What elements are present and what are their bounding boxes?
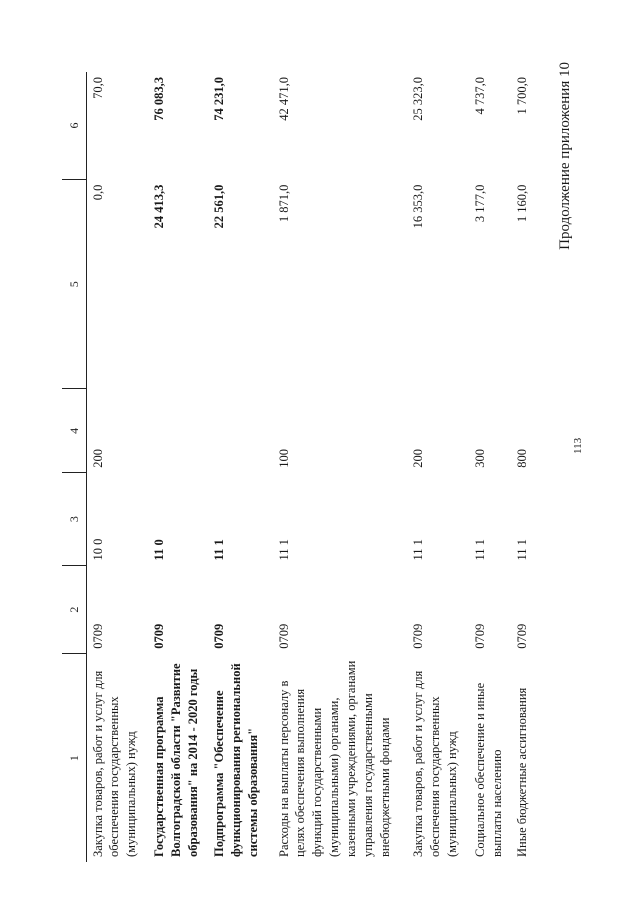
table-body xyxy=(86,72,540,862)
table-row xyxy=(273,72,408,862)
row-section: 0709 xyxy=(411,623,426,649)
row-amount-1: 24 413,3 xyxy=(152,184,167,229)
row-target: 11 0 xyxy=(152,539,167,561)
row-amount-2: 70,0 xyxy=(90,77,105,99)
row-amount-1: 3 177,0 xyxy=(473,184,488,223)
row-amount-1: 0,0 xyxy=(90,184,105,201)
header-col-4: 4 xyxy=(62,389,86,473)
row-expense-type xyxy=(148,389,208,473)
table-row xyxy=(511,72,540,862)
table-row xyxy=(148,72,208,862)
row-name: Подпрограмма "Обеспечение функционирования региональной системы образования" xyxy=(212,663,261,857)
table-row xyxy=(208,72,272,862)
table-row xyxy=(86,72,148,862)
row-section: 0709 xyxy=(473,623,488,649)
row-section: 0709 xyxy=(212,623,227,649)
row-amount-2: 25 323,0 xyxy=(411,77,426,121)
row-amount-1: 22 561,0 xyxy=(212,184,227,229)
table-row xyxy=(469,72,510,862)
table-header xyxy=(62,72,86,862)
row-expense-type: 300 xyxy=(473,448,488,468)
row-target: 11 1 xyxy=(212,539,227,561)
header-col-6: 6 xyxy=(62,72,86,180)
rotated-page xyxy=(62,62,622,862)
row-amount-2: 4 737,0 xyxy=(473,77,488,115)
row-target: 11 1 xyxy=(411,539,426,561)
row-amount-1: 1 871,0 xyxy=(276,184,291,223)
row-expense-type: 800 xyxy=(514,448,529,468)
row-section: 0709 xyxy=(514,623,529,649)
row-target: 11 1 xyxy=(514,539,529,561)
row-expense-type xyxy=(208,389,272,473)
row-target: 11 1 xyxy=(473,539,488,561)
header-col-2: 2 xyxy=(62,565,86,653)
row-name: Закупка товаров, работ и услуг для обеспечения государственных (муниципальных) нужд xyxy=(411,670,460,857)
budget-table xyxy=(62,72,540,862)
row-amount-1: 16 353,0 xyxy=(411,184,426,229)
row-expense-type: 200 xyxy=(90,448,105,468)
row-amount-2: 42 471,0 xyxy=(276,77,291,121)
header-col-5: 5 xyxy=(62,180,86,389)
row-expense-type: 100 xyxy=(276,448,291,468)
row-section: 0709 xyxy=(90,623,105,649)
row-name: Иные бюджетные ассигнования xyxy=(514,687,529,857)
row-section: 0709 xyxy=(276,623,291,649)
row-amount-2: 76 083,3 xyxy=(152,77,167,121)
row-amount-2: 1 700,0 xyxy=(514,77,529,115)
page-number: 113 xyxy=(572,437,584,454)
table-row xyxy=(407,72,469,862)
row-name: Закупка товаров, работ и услуг для обеспечения государственных (муниципальных) нужд xyxy=(90,670,139,857)
header-col-1: 1 xyxy=(62,654,86,862)
row-target: 10 0 xyxy=(90,538,105,561)
row-amount-1: 1 160,0 xyxy=(514,184,529,223)
row-expense-type: 200 xyxy=(411,448,426,468)
row-name: Государственная программа Волгоградской области "Развитие образования" на 2014 - 2020 годы xyxy=(152,663,200,857)
appendix-continuation-note: Продолжение приложения 10 xyxy=(557,62,573,250)
header-col-3: 3 xyxy=(62,473,86,566)
row-target: 11 1 xyxy=(276,539,291,561)
row-section: 0709 xyxy=(152,623,167,649)
row-amount-2: 74 231,0 xyxy=(212,77,227,121)
row-name: Социальное обеспечение и иные выплаты населению xyxy=(473,682,505,857)
row-name: Расходы на выплаты персоналу в целях обеспечения выполнения функций государственными (муниципальными) органами, казенными учреждениями, органами управления государственными внебюджетными фондами xyxy=(276,660,392,857)
